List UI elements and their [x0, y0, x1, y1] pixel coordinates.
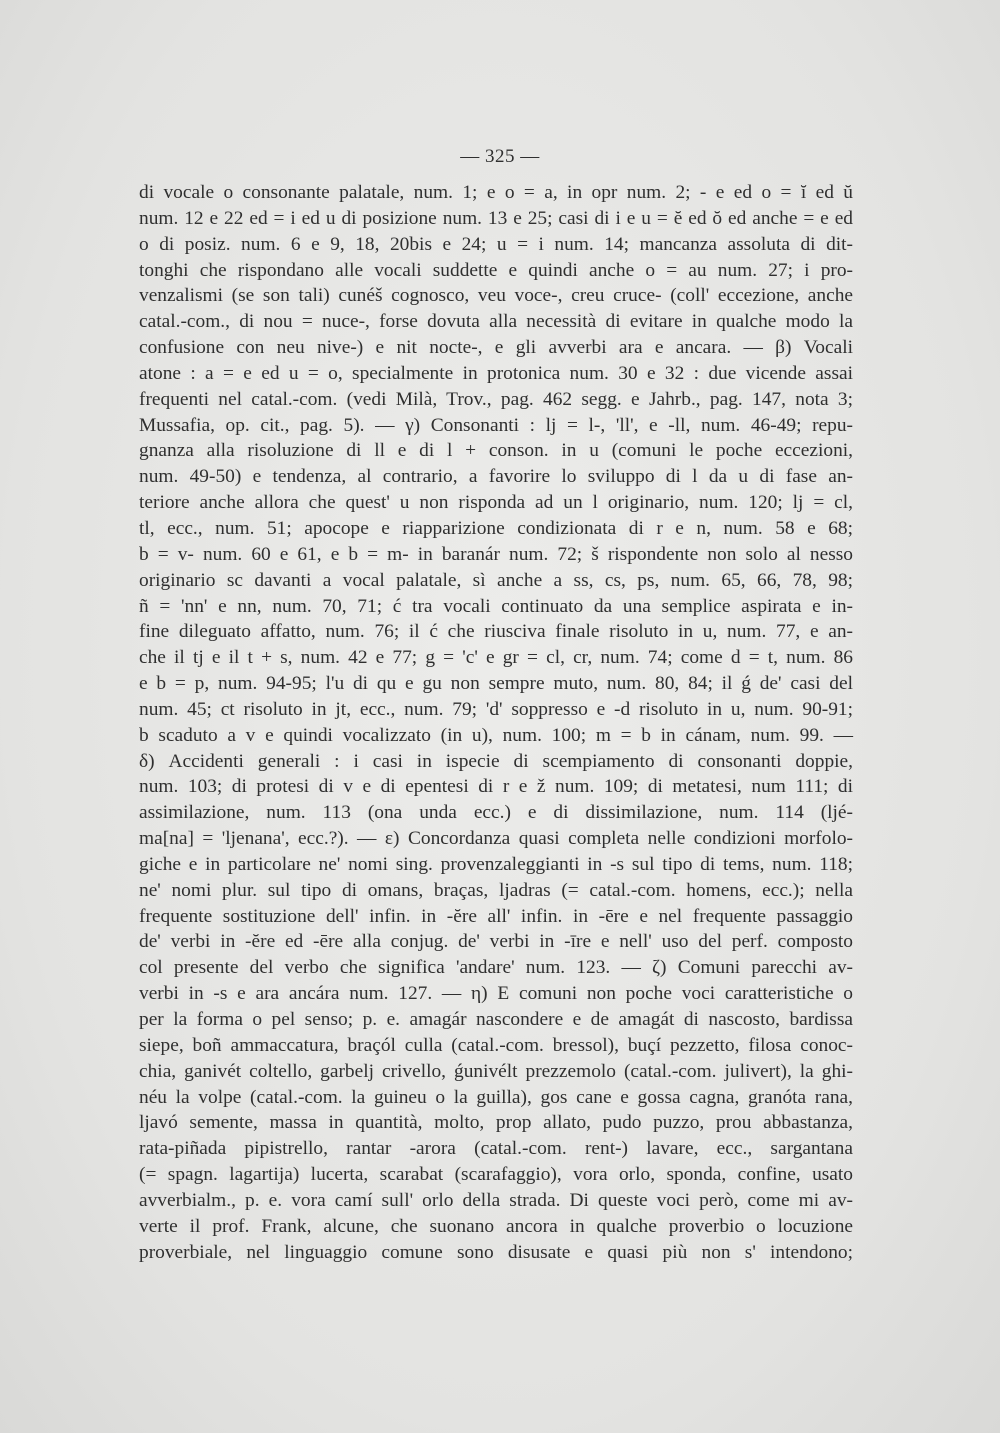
text-line: verte il prof. Frank, alcune, che suonano ancora in qualche proverbio o locuzione: [139, 1215, 853, 1237]
text-line: catal.-com., di nou = nuce-, forse dovuta alla necessità di evitare in qualche modo la: [139, 311, 853, 333]
page-number: — 325 —: [460, 146, 540, 167]
text-line: che il tj e il t + s, num. 42 e 77; g = 'c' e gr = cl, cr, num. 74; come d = t, num. 86: [139, 647, 853, 669]
text-line: per la forma o pel senso; p. e. amagár nascondere e de amagát di nascosto, bardissa: [139, 1009, 853, 1030]
text-line: chia, ganivét coltello, garbelj crivello, ǵunivélt prezzemolo (catal.-com. julivert), la ghi-: [139, 1060, 853, 1082]
text-line: num. 103; di protesi di v e di epentesi di r e ž num. 109; di metatesi, num 111; di: [139, 776, 853, 798]
text-line: gnanza alla risoluzione di ll e di l + conson. in u (comuni le poche eccezioni,: [139, 440, 853, 462]
text-line: ñ = 'nn' e nn, num. 70, 71; ć tra vocali continuato da una semplice aspirata e in-: [139, 595, 853, 617]
text-line: frequenti nel catal.-com. (vedi Milà, Trov., pag. 462 segg. e Jahrb., pag. 147, nota 3;: [139, 388, 853, 410]
text-line: siepe, boñ ammaccatura, braçól culla (catal.-com. bressol), buçí pezzetto, filosa conoc-: [139, 1034, 853, 1056]
text-line: b = v- num. 60 e 61, e b = m- in baranár num. 72; š rispondente non solo al nesso: [139, 543, 853, 565]
text-line: ne' nomi plur. sul tipo di omans, braças, ljadras (= catal.-com. homens, ecc.); nella: [139, 879, 853, 901]
text-line: venzalismi (se son tali) cunéš cognosco, veu voce-, creu cruce- (coll' eccezione, anche: [139, 285, 853, 307]
text-line: e b = p, num. 94-95; l'u di qu e gu non sempre muto, num. 80, 84; il ǵ de' casi del: [139, 673, 853, 695]
text-line: giche e in particolare ne' nomi sing. provenzaleggianti in -s sul tipo di tems, num. 118;: [139, 853, 853, 875]
text-line: teriore anche allora che quest' u non risponda ad un l originario, num. 120; lj = cl,: [139, 492, 853, 514]
text-line: col presente del verbo che significa 'andare' num. 123. — ζ) Comuni parecchi av-: [139, 957, 853, 979]
text-line: fine dileguato affatto, num. 76; il ć che riusciva finale risoluto in u, num. 77, e an-: [139, 621, 853, 643]
text-line: tonghi che rispondano alle vocali suddette e quindi anche o = au num. 27; i pro-: [139, 259, 853, 281]
text-line: de' verbi in -ĕre ed -ēre alla conjug. de' verbi in -īre e nell' uso del perf. composto: [139, 931, 853, 953]
body-text: [139, 180, 853, 1265]
text-line: num. 12 e 22 ed = i ed u di posizione num. 13 e 25; casi di i e u = ĕ ed ŏ ed anche = e ed: [139, 207, 853, 229]
text-line: o di posiz. num. 6 e 9, 18, 20bis e 24; u = i num. 14; mancanza assoluta di dit-: [139, 233, 853, 255]
text-line: b scaduto a v e quindi vocalizzato (in u), num. 100; m = b in cánam, num. 99. —: [139, 724, 853, 746]
text-line: néu la volpe (catal.-com. la guineu o la guilla), gos cane e gossa cagna, granóta rana,: [139, 1086, 853, 1108]
text-line: ma[na] = 'ljenana', ecc.?). — ε) Concordanza quasi completa nelle condizioni morfolo-: [139, 828, 853, 850]
text-line: atone : a = e ed u = o, specialmente in protonica num. 30 e 32 : due vicende assai: [139, 362, 853, 384]
text-line: (= spagn. lagartija) lucerta, scarabat (scarafaggio), vora orlo, sponda, confine, usato: [139, 1164, 853, 1186]
text-line: proverbiale, nel linguaggio comune sono disusate e quasi più non s' intendono;: [139, 1241, 853, 1263]
text-line: verbi in -s e ara ancára num. 127. — η) E comuni non poche voci caratteristiche o: [139, 983, 853, 1005]
text-line: frequente sostituzione dell' infin. in -ĕre all' infin. in -ēre e nel frequente passaggio: [139, 905, 853, 927]
text-line: confusione con neu nive-) e nit nocte-, e gli avverbi ara e ancara. — β) Vocali: [139, 337, 853, 359]
text-line: tl, ecc., num. 51; apocope e riapparizione condizionata di r e n, num. 58 e 68;: [139, 517, 853, 539]
text-line: ljavó semente, massa in quantità, molto, prop allato, pudo puzzo, prou abbastanza,: [139, 1112, 853, 1134]
text-line: rata-piñada pipistrello, rantar -arora (catal.-com. rent-) lavare, ecc., sargantana: [139, 1138, 853, 1160]
text-line: di vocale o consonante palatale, num. 1; e o = a, in opr num. 2; - e ed o = ĭ ed ŭ: [139, 182, 853, 203]
text-line: assimilazione, num. 113 (ona unda ecc.) e di dissimilazione, num. 114 (ljé-: [139, 802, 853, 824]
text-line: num. 45; ct risoluto in jt, ecc., num. 79; 'd' soppresso e -d risoluto in u, num. 90-91;: [139, 698, 853, 720]
text-line: avverbialm., p. e. vora camí sull' orlo della strada. Di queste voci però, come mi av-: [139, 1189, 853, 1211]
text-line: num. 49-50) e tendenza, al contrario, a favorire lo sviluppo di l da u di fase an-: [139, 466, 853, 488]
text-line: δ) Accidenti generali : i casi in ispecie di scempiamento di consonanti doppie,: [139, 750, 853, 772]
text-line: Mussafia, op. cit., pag. 5). — γ) Consonanti : lj = l-, 'll', e -ll, num. 46-49; repu-: [139, 414, 853, 436]
text-line: originario sc davanti a vocal palatale, sì anche a ss, cs, ps, num. 65, 66, 78, 98;: [139, 569, 853, 591]
